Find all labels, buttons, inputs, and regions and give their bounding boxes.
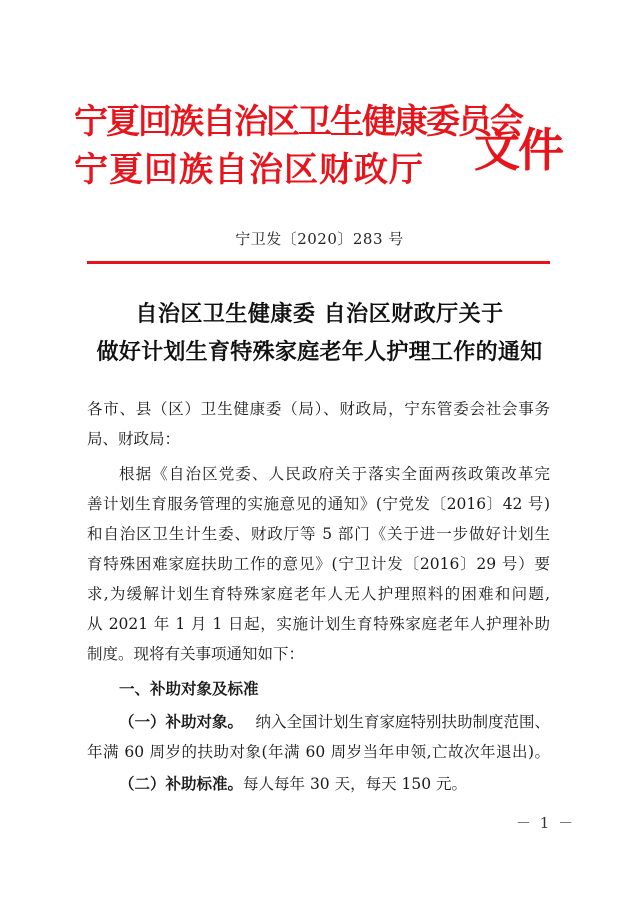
red-divider (87, 261, 550, 264)
body-line-3: 和自治区卫生计生委、财政厅等 5 部门《关于进一步做好计划生 (87, 525, 550, 543)
issuer-health-commission: 宁夏回族自治区卫生健康委员会 (74, 102, 522, 142)
body-line-7: 制度。现将有关事项通知如下： (87, 645, 305, 663)
body-line-6: 从 2021 年 1 月 1 日起，实施计划生育特殊家庭老年人护理补助 (87, 615, 550, 633)
document-type-label: 文件 (474, 123, 562, 177)
red-header (74, 92, 574, 192)
item-1-continuation: 年满 60 周岁的扶助对象(年满 60 周岁当年申领,亡故次年退出)。 (87, 743, 550, 761)
section-heading: 一、补助对象及标准 (119, 680, 259, 698)
item-1-line (119, 710, 550, 732)
item-2-line (119, 772, 467, 794)
body-line-4: 育特殊困难家庭扶助工作的意见》(宁卫计发〔2016〕29 号）要 (87, 555, 550, 573)
item-1-label: （一）补助对象。 (119, 712, 244, 731)
addressee-line-1: 各市、县（区）卫生健康委（局）、财政局，宁东管委会社会事务 (87, 400, 550, 418)
issuer-finance-department: 宁夏回族自治区财政厅 (74, 150, 424, 190)
item-2-label: （二）补助标准。 (119, 774, 244, 793)
body-line-5: 求,为缓解计划生育特殊家庭老年人无人护理照料的困难和问题, (87, 585, 550, 603)
document-title-line-2: 做好计划生育特殊家庭老年人护理工作的通知 (96, 339, 543, 365)
document-title-line-1: 自治区卫生健康委 自治区财政厅关于 (135, 301, 504, 327)
page-number: － 1 － (516, 814, 576, 832)
addressee-line-2: 局、财政局： (87, 430, 181, 448)
document-number: 宁卫发〔2020〕283 号 (235, 230, 404, 248)
body-line-1: 根据《自治区党委、人民政府关于落实全面两孩政策改革完 (119, 465, 550, 483)
item-2-text: 每人每年 30 天，每天 150 元。 (243, 775, 468, 793)
item-1-text: 纳入全国计划生育家庭特别扶助制度范围、 (255, 713, 550, 731)
body-line-2: 善计划生育服务管理的实施意见的通知》(宁党发〔2016〕42 号) (87, 495, 550, 513)
